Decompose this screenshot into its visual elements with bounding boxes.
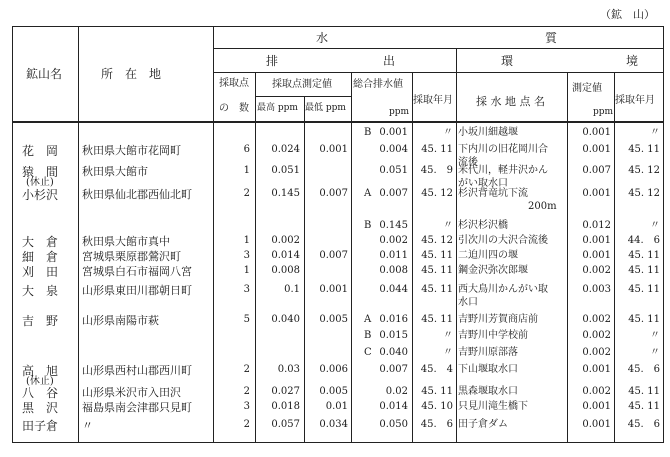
- cell-max-ppm: 0.002: [271, 235, 300, 246]
- header-total-effluent: 総合排水値: [353, 79, 403, 90]
- cell-max-ppm: 0.008: [271, 265, 300, 276]
- cell-sample-year: 45. 11: [421, 144, 453, 155]
- cell-env-year: 〃: [650, 347, 660, 358]
- header-rule-1: [213, 48, 664, 49]
- table-bottom-rule: [12, 442, 664, 443]
- cell-env-year: 45. 11: [628, 386, 660, 397]
- cell-location: 山形県南陽市萩: [82, 314, 159, 327]
- header-sample-points: 採取点: [219, 78, 249, 89]
- cell-sample-point: 田子倉ダム: [458, 419, 508, 430]
- cell-sample-year: 45. 10: [421, 401, 453, 412]
- col-rule-location: [213, 26, 214, 442]
- cell-env-value: 0.001: [582, 250, 611, 261]
- cell-mine-name: 田子倉: [22, 419, 59, 433]
- cell-sample-count: 3: [243, 401, 250, 412]
- cell-sample-count: 5: [243, 314, 250, 325]
- cell-sample-year: 45. 11: [421, 284, 453, 295]
- header-measured: 採取点測定値: [272, 79, 332, 90]
- cell-sample-point: 米代川，軽井沢かん: [458, 165, 548, 176]
- cell-total-effluent: 0.02: [385, 386, 408, 397]
- cell-mine-name: 猿 間: [22, 165, 59, 179]
- cell-location: 福島県南会津郡只見町: [82, 401, 192, 414]
- cell-location: 山形県東田川郡朝日町: [82, 284, 192, 297]
- cell-min-ppm: 0.034: [319, 419, 348, 430]
- cell-mine-name: 小杉沢: [22, 188, 59, 202]
- cell-sample-point-2: 水口: [458, 297, 478, 308]
- cell-sample-point: 吉野川芳賀商店前: [458, 314, 538, 325]
- header-rule-2: [213, 72, 664, 73]
- col-rule-mine: [78, 26, 79, 442]
- cell-location: 秋田県大館市: [82, 165, 148, 178]
- header-min-ppm: 最低 ppm: [305, 103, 346, 113]
- cell-env-year: 45. 11: [628, 314, 660, 325]
- header-sample-year-2: 採取年月: [615, 95, 655, 106]
- cell-outfall-code: C: [364, 347, 372, 358]
- cell-sample-year: 45. 4: [420, 364, 453, 375]
- col-rule-year: [456, 48, 457, 442]
- cell-total-effluent: 0.015: [379, 330, 408, 341]
- cell-sample-year: 45. 11: [421, 386, 453, 397]
- cell-env-year: 45. 12: [628, 188, 660, 199]
- cell-total-effluent: 0.007: [379, 188, 408, 199]
- cell-outfall-code: B: [364, 220, 372, 231]
- cell-env-year: 〃: [650, 330, 660, 341]
- cell-total-effluent: 0.145: [379, 220, 408, 231]
- cell-sample-point: 黒森堰取水口: [458, 386, 518, 397]
- header-max-ppm: 最高 ppm: [257, 103, 298, 113]
- cell-outfall-code: A: [364, 314, 372, 325]
- cell-location: 秋田県仙北郡西仙北町: [82, 188, 192, 201]
- cell-sample-point: 小坂川細越堰: [458, 127, 518, 138]
- header-count: の 数: [219, 103, 249, 114]
- cell-mine-name: 吉 野: [22, 314, 59, 328]
- header-env-ppm: ppm: [593, 107, 614, 117]
- cell-sample-point: 下山堰取水口: [458, 364, 518, 375]
- header-location: 所 在 地: [101, 67, 162, 81]
- cell-env-year: 45. 11: [628, 144, 660, 155]
- cell-mine-name: 細 倉: [22, 250, 59, 264]
- cell-env-year: 45. 6: [627, 419, 660, 430]
- cell-env-year: 45. 11: [628, 284, 660, 295]
- cell-total-effluent: 0.044: [379, 284, 408, 295]
- cell-min-ppm: 0.001: [319, 144, 348, 155]
- cell-location: 秋田県大館市花岡町: [82, 144, 181, 157]
- cell-max-ppm: 0.1: [284, 284, 300, 295]
- cell-env-value: 0.007: [582, 165, 611, 176]
- cell-sample-count: 1: [243, 235, 250, 246]
- cell-min-ppm: 0.006: [319, 364, 348, 375]
- cell-sample-year: 45. 11: [421, 250, 453, 261]
- cell-sample-point: 杉沢杉沢橋: [458, 220, 508, 231]
- cell-env-value: 0.002: [582, 347, 611, 358]
- header-total-ppm: ppm: [389, 107, 410, 117]
- cell-env-year: 45. 11: [628, 250, 660, 261]
- cell-location: 宮城県白石市福岡八宮: [82, 265, 192, 278]
- cell-outfall-code: B: [364, 330, 372, 341]
- cell-sample-year: 〃: [443, 330, 453, 341]
- cell-env-value: 0.001: [582, 419, 611, 430]
- cell-outfall-code: A: [364, 188, 372, 199]
- cell-env-year: 45. 12: [628, 165, 660, 176]
- cell-total-effluent: 0.002: [379, 235, 408, 246]
- cell-min-ppm: 0.007: [319, 250, 348, 261]
- cell-env-value: 0.001: [582, 235, 611, 246]
- cell-sample-year: 45. 11: [421, 265, 453, 276]
- cell-mine-name: 八 谷: [22, 386, 59, 400]
- cell-total-effluent: 0.016: [379, 314, 408, 325]
- cell-total-effluent: 0.040: [379, 347, 408, 358]
- cell-min-ppm: 0.005: [319, 314, 348, 325]
- cell-sample-point: 吉野川中学校前: [458, 330, 528, 341]
- cell-location: 〃: [82, 419, 93, 432]
- cell-mine-name: 高 旭: [22, 364, 59, 378]
- cell-sample-year: 45. 6: [420, 419, 453, 430]
- cell-location: 秋田県大館市真中: [82, 235, 170, 248]
- header-effluent-2: 出: [383, 54, 396, 68]
- cell-env-value: 0.002: [582, 386, 611, 397]
- col-rule-right: [663, 26, 664, 442]
- cell-sample-year: 45. 12: [421, 235, 453, 246]
- cell-location: 宮城県栗原郡鶯沢町: [82, 250, 181, 263]
- cell-sample-point: 下内川の旧花岡川合: [458, 144, 548, 155]
- cell-env-value: 0.003: [582, 284, 611, 295]
- cell-outfall-code: B: [364, 127, 372, 138]
- cell-total-effluent: 0.007: [379, 364, 408, 375]
- cell-max-ppm: 0.018: [271, 401, 300, 412]
- header-effluent: 排: [266, 54, 279, 68]
- cell-max-ppm: 0.040: [271, 314, 300, 325]
- header-measured-value: 測定値: [572, 83, 602, 94]
- cell-env-value: 0.001: [582, 188, 611, 199]
- cell-location: 山形県西村山郡西川町: [82, 364, 192, 377]
- header-sample-year: 採取年月: [413, 95, 453, 106]
- cell-mine-name: 黒 沢: [22, 401, 59, 415]
- cell-sample-point: 西大鳥川かんがい取: [458, 284, 548, 295]
- cell-sample-point: 杉沢背竜坑下流: [458, 188, 528, 199]
- cell-sample-count: 2: [243, 386, 250, 397]
- cell-sample-point: 引次川の大沢合流後: [458, 235, 548, 246]
- cell-env-value: 0.001: [582, 144, 611, 155]
- unit-label: （鉱 山）: [600, 8, 655, 21]
- cell-mine-note: (休止): [26, 376, 54, 387]
- cell-mine-name: 刈 田: [22, 265, 59, 279]
- cell-env-value: 0.001: [582, 127, 611, 138]
- cell-location: 山形県米沢市入田沢: [82, 386, 181, 399]
- cell-sample-count: 1: [243, 265, 250, 276]
- cell-sample-point: 鋼金沢弥次郎堰: [458, 265, 528, 276]
- cell-sample-count: 2: [243, 419, 250, 430]
- cell-min-ppm: 0.005: [319, 386, 348, 397]
- cell-max-ppm: 0.03: [277, 364, 300, 375]
- table-top-rule: [12, 26, 664, 27]
- cell-max-ppm: 0.024: [271, 144, 300, 155]
- header-environment: 環: [501, 54, 514, 68]
- cell-total-effluent: 0.008: [379, 265, 408, 276]
- col-rule-left: [12, 26, 13, 442]
- cell-mine-note: (休止): [26, 177, 54, 188]
- cell-total-effluent: 0.011: [379, 250, 408, 261]
- cell-max-ppm: 0.051: [271, 165, 300, 176]
- cell-total-effluent: 0.051: [379, 165, 408, 176]
- cell-sample-point-2: 流後: [458, 157, 478, 168]
- cell-max-ppm: 0.027: [271, 386, 300, 397]
- cell-env-value: 0.002: [582, 265, 611, 276]
- cell-max-ppm: 0.057: [271, 419, 300, 430]
- cell-sample-count: 3: [243, 250, 250, 261]
- cell-env-value: 0.001: [582, 364, 611, 375]
- cell-env-year: 44. 6: [627, 235, 660, 246]
- cell-env-year: 45. 6: [627, 364, 660, 375]
- cell-sample-year: 〃: [443, 347, 453, 358]
- cell-min-ppm: 0.007: [319, 188, 348, 199]
- cell-sample-count: 6: [243, 144, 250, 155]
- header-environment-2: 境: [626, 54, 639, 68]
- cell-max-ppm: 0.145: [271, 188, 300, 199]
- cell-total-effluent: 0.004: [379, 144, 408, 155]
- cell-env-year: 45. 11: [628, 401, 660, 412]
- cell-sample-point-2: 200m: [528, 201, 557, 212]
- cell-min-ppm: 0.01: [325, 401, 348, 412]
- col-rule-min: [351, 72, 352, 442]
- cell-sample-count: 1: [243, 165, 250, 176]
- cell-sample-point: 二迫川四の堰: [458, 250, 518, 261]
- cell-env-value: 0.001: [582, 401, 611, 412]
- cell-env-value: 0.002: [582, 314, 611, 325]
- cell-total-effluent: 0.014: [379, 401, 408, 412]
- header-mine-name: 鉱山名: [26, 67, 63, 81]
- cell-sample-point-2: がい取水口: [458, 178, 508, 189]
- cell-total-effluent: 0.050: [379, 419, 408, 430]
- cell-env-value: 0.012: [582, 220, 611, 231]
- header-sample-point-name: 採 水 地 点 名: [476, 95, 545, 108]
- cell-env-value: 0.002: [582, 330, 611, 341]
- header-water: 水: [316, 31, 329, 45]
- header-rule-3: [255, 96, 351, 97]
- cell-min-ppm: 0.001: [319, 284, 348, 295]
- col-rule-env: [614, 72, 615, 442]
- cell-sample-count: 2: [243, 364, 250, 375]
- cell-sample-point: 吉野川原部落: [458, 347, 518, 358]
- cell-mine-name: 花 岡: [22, 144, 59, 158]
- cell-env-year: 〃: [650, 127, 660, 138]
- cell-sample-point: 只見川滝生橋下: [458, 401, 528, 412]
- cell-sample-year: 45. 9: [420, 165, 453, 176]
- cell-env-year: 45. 11: [628, 265, 660, 276]
- cell-sample-year: 〃: [443, 127, 453, 138]
- cell-sample-count: 3: [243, 284, 250, 295]
- cell-env-year: 〃: [650, 220, 660, 231]
- cell-sample-year: 〃: [443, 220, 453, 231]
- cell-sample-count: 2: [243, 188, 250, 199]
- cell-sample-year: 45. 11: [421, 314, 453, 325]
- header-quality: 質: [545, 31, 558, 45]
- cell-max-ppm: 0.014: [271, 250, 300, 261]
- cell-total-effluent: 0.001: [379, 127, 408, 138]
- cell-sample-year: 45. 12: [421, 188, 453, 199]
- cell-mine-name: 大 倉: [22, 235, 59, 249]
- cell-mine-name: 大 泉: [22, 284, 59, 298]
